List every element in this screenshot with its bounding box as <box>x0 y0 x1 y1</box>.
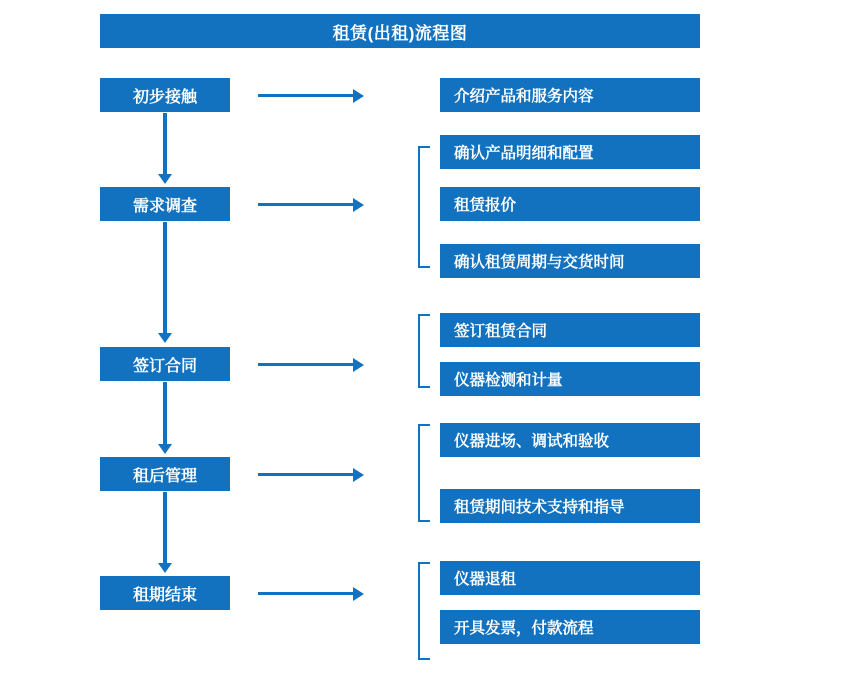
detail-box-5-2[interactable]: 开具发票，付款流程 <box>440 610 700 644</box>
detail-box-3-2[interactable]: 仪器检测和计量 <box>440 362 700 396</box>
bracket-group-2 <box>418 146 430 268</box>
stage-box-3[interactable]: 签订合同 <box>100 347 230 381</box>
horizontal-arrow-3 <box>258 363 354 366</box>
bracket-group-4 <box>418 424 430 522</box>
bracket-group-3 <box>418 314 430 388</box>
stage-box-2[interactable]: 需求调查 <box>100 187 230 221</box>
detail-box-2-2[interactable]: 租赁报价 <box>440 187 700 221</box>
detail-box-4-1[interactable]: 仪器进场、调试和验收 <box>440 423 700 457</box>
diagram-title: 租赁(出租)流程图 <box>100 14 700 48</box>
vertical-arrow-4-5 <box>163 492 167 564</box>
horizontal-arrow-2 <box>258 203 354 206</box>
detail-box-5-1[interactable]: 仪器退租 <box>440 561 700 595</box>
detail-box-3-1[interactable]: 签订租赁合同 <box>440 313 700 347</box>
vertical-arrow-1-2 <box>163 113 167 175</box>
vertical-arrow-3-4 <box>163 382 167 445</box>
vertical-arrow-2-3 <box>163 222 167 334</box>
horizontal-arrow-1 <box>258 94 354 97</box>
detail-box-4-2[interactable]: 租赁期间技术支持和指导 <box>440 489 700 523</box>
stage-box-4[interactable]: 租后管理 <box>100 457 230 491</box>
horizontal-arrow-5 <box>258 592 354 595</box>
detail-box-1-1[interactable]: 介绍产品和服务内容 <box>440 78 700 112</box>
stage-box-5[interactable]: 租期结束 <box>100 576 230 610</box>
stage-box-1[interactable]: 初步接触 <box>100 78 230 112</box>
detail-box-2-3[interactable]: 确认租赁周期与交货时间 <box>440 244 700 278</box>
detail-box-2-1[interactable]: 确认产品明细和配置 <box>440 135 700 169</box>
horizontal-arrow-4 <box>258 473 354 476</box>
bracket-group-5 <box>418 562 430 660</box>
